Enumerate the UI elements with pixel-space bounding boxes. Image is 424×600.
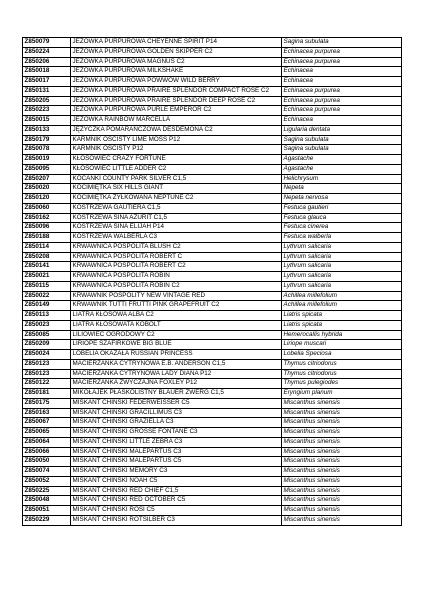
product-code-cell: Z850123 <box>23 369 71 379</box>
latin-name-cell: Echinacea purpurea <box>282 47 402 57</box>
product-name-cell: KŁOSOWIEC CRAZY FORTUNE <box>71 155 282 165</box>
product-name-cell: MISKANT CHIŃSKI GRACILLIMUS C3 <box>71 408 282 418</box>
table-row <box>23 437 402 447</box>
product-code-cell: Z850188 <box>23 233 71 243</box>
product-code-cell: Z850078 <box>23 145 71 155</box>
product-name-cell: KARMNIK OŚCISTY P12 <box>71 145 282 155</box>
product-code-cell: Z850065 <box>23 428 71 438</box>
product-name-cell: KRWAWNICA POSPOLITA ROBERT C2 <box>71 262 282 272</box>
product-code-cell: Z850115 <box>23 281 71 291</box>
product-code-cell: Z850224 <box>23 47 71 57</box>
product-name-cell: LIRIOPE SZAFIRKOWE BIG BLUE <box>71 340 282 350</box>
table-row <box>23 57 402 67</box>
table-row <box>23 369 402 379</box>
table-row <box>23 291 402 301</box>
product-name-cell: JEŻÓWKA PURPUROWA GOLDEN SKIPPER C2 <box>71 47 282 57</box>
product-name-cell: KRWAWNICA POSPOLITA BLUSH C2 <box>71 242 282 252</box>
product-name-cell: MISKANT CHIŃSKI RED CHIEF C1,5 <box>71 486 282 496</box>
latin-name-cell: Lythrum salicaria <box>282 252 402 262</box>
table-row <box>23 262 402 272</box>
product-code-cell: Z850181 <box>23 389 71 399</box>
product-name-cell: KRWAWNIK TUTTI FRUTTI PINK GRAPEFRUIT C2 <box>71 301 282 311</box>
product-name-cell: KRWAWNICA POSPOLITA ROBERT C <box>71 252 282 262</box>
product-name-cell: MISKANT CHIŃSKI NOAH C5 <box>71 476 282 486</box>
product-code-cell: Z850208 <box>23 252 71 262</box>
latin-name-cell: Thymus citriodorus <box>282 359 402 369</box>
latin-name-cell: Echinacea purpurea <box>282 106 402 116</box>
product-code-cell: Z850066 <box>23 447 71 457</box>
table-row <box>23 408 402 418</box>
latin-name-cell: Sagina subulata <box>282 135 402 145</box>
table-row <box>23 398 402 408</box>
latin-name-cell: Thymus pulegiodes <box>282 379 402 389</box>
table-row <box>23 203 402 213</box>
product-name-cell: MISKANT CHIŃSKI GRAZIELLA C3 <box>71 418 282 428</box>
table-row <box>23 389 402 399</box>
table-row <box>23 301 402 311</box>
table-row <box>23 38 402 48</box>
product-name-cell: KOCIMIĘTKA ŻYŁKOWANA NEPTUNE C2 <box>71 194 282 204</box>
latin-name-cell: Lythrum salicaria <box>282 262 402 272</box>
latin-name-cell: Sagina subulata <box>282 38 402 48</box>
product-code-cell: Z850141 <box>23 262 71 272</box>
latin-name-cell: Miscanthus sinensis <box>282 515 402 525</box>
latin-name-cell: Miscanthus sinensis <box>282 437 402 447</box>
latin-name-cell: Agastache <box>282 164 402 174</box>
product-name-cell: KOSTRZEWA GAUTIERA C1,5 <box>71 203 282 213</box>
product-code-cell: Z850024 <box>23 350 71 360</box>
product-name-cell: JEŻÓWKA PURPUROWA CHEYENNE SPIRIT P14 <box>71 38 282 48</box>
latin-name-cell: Echinacea <box>282 67 402 77</box>
latin-name-cell: Echinacea <box>282 116 402 126</box>
table-row <box>23 476 402 486</box>
product-name-cell: KŁOSOWIEC LITTLE ADDER C2 <box>71 164 282 174</box>
product-code-cell: Z850085 <box>23 330 71 340</box>
product-name-cell: MIKOŁAJEK PŁASKOLISTNY BLAUER ZWERG C1,5 <box>71 389 282 399</box>
table-row <box>23 96 402 106</box>
latin-name-cell: Liatris spicata <box>282 320 402 330</box>
latin-name-cell: Miscanthus sinensis <box>282 398 402 408</box>
latin-name-cell: Echinacea purpurea <box>282 86 402 96</box>
product-code-cell: Z850017 <box>23 77 71 87</box>
latin-name-cell: Sagina subulata <box>282 145 402 155</box>
table-row <box>23 47 402 57</box>
product-code-cell: Z850067 <box>23 418 71 428</box>
product-name-cell: JEŻÓWKA PURPUROWA MAGNUS C2 <box>71 57 282 67</box>
product-name-cell: MISKANT CHIŃSKI RED OCTOBER C5 <box>71 496 282 506</box>
latin-name-cell: Echinacea purpurea <box>282 57 402 67</box>
product-code-cell: Z850123 <box>23 359 71 369</box>
product-code-cell: Z850021 <box>23 272 71 282</box>
table-row <box>23 252 402 262</box>
product-code-cell: Z850052 <box>23 476 71 486</box>
product-name-cell: LIATRA KŁOSOWA ALBA C2 <box>71 311 282 321</box>
table-row <box>23 67 402 77</box>
latin-name-cell: Festuca cinerea <box>282 223 402 233</box>
table-row <box>23 506 402 516</box>
table-row <box>23 194 402 204</box>
product-name-cell: LIATRA KŁOSOWATA KOBOLT <box>71 320 282 330</box>
product-name-cell: MACIERZANKA CYTRYNOWA E.B. ANDERSON C1,5 <box>71 359 282 369</box>
product-name-cell: MISKANT CHIŃSKI ROSI C5 <box>71 506 282 516</box>
product-code-cell: Z850064 <box>23 437 71 447</box>
product-name-cell: JEŻÓWKA PURPUROWA PURLE EMPEROR C2 <box>71 106 282 116</box>
latin-name-cell: Liriope muscari <box>282 340 402 350</box>
table-row <box>23 447 402 457</box>
latin-name-cell: Miscanthus sinensis <box>282 418 402 428</box>
table-row <box>23 311 402 321</box>
table-row <box>23 496 402 506</box>
product-name-cell: MISKANT CHIŃSKI ROTSILBER C3 <box>71 515 282 525</box>
product-code-cell: Z850229 <box>23 515 71 525</box>
product-name-cell: MISKANT CHIŃSKI GROSSE FONTANE C3 <box>71 428 282 438</box>
product-code-cell: Z850207 <box>23 174 71 184</box>
table-row <box>23 174 402 184</box>
product-name-cell: KOSTRZEWA SINA AZURIT C1,5 <box>71 213 282 223</box>
product-code-cell: Z850162 <box>23 213 71 223</box>
product-name-cell: MISKANT CHIŃSKI MALEPARTUS C5 <box>71 457 282 467</box>
table-row <box>23 340 402 350</box>
table-row <box>23 281 402 291</box>
product-code-cell: Z850018 <box>23 67 71 77</box>
product-code-cell: Z850122 <box>23 379 71 389</box>
latin-name-cell: Miscanthus sinensis <box>282 506 402 516</box>
product-code-cell: Z850023 <box>23 320 71 330</box>
table-row <box>23 77 402 87</box>
product-code-cell: Z850175 <box>23 398 71 408</box>
product-code-cell: Z850179 <box>23 135 71 145</box>
product-code-cell: Z850079 <box>23 38 71 48</box>
table-row <box>23 428 402 438</box>
latin-name-cell: Lythrum salicaria <box>282 242 402 252</box>
product-code-cell: Z850020 <box>23 184 71 194</box>
product-code-cell: Z850206 <box>23 57 71 67</box>
table-row <box>23 418 402 428</box>
latin-name-cell: Festuca walberla <box>282 233 402 243</box>
product-code-cell: Z850051 <box>23 506 71 516</box>
table-row <box>23 379 402 389</box>
table-row <box>23 106 402 116</box>
product-name-cell: KOSTRZEWA WALBERLA C3 <box>71 233 282 243</box>
product-code-cell: Z850131 <box>23 86 71 96</box>
latin-name-cell: Miscanthus sinensis <box>282 408 402 418</box>
latin-name-cell: Liatris spicata <box>282 311 402 321</box>
latin-name-cell: Nepeta nervosa <box>282 194 402 204</box>
table-row <box>23 515 402 525</box>
latin-name-cell: Festuca glauca <box>282 213 402 223</box>
table-row <box>23 164 402 174</box>
table-row <box>23 233 402 243</box>
latin-name-cell: Lobelia Speciosa <box>282 350 402 360</box>
product-name-cell: KRWAWNICA POSPOLITA ROBIN <box>71 272 282 282</box>
product-name-cell: MISKANT CHIŃSKI MEMORY C3 <box>71 467 282 477</box>
table-row <box>23 486 402 496</box>
product-code-cell: Z850019 <box>23 155 71 165</box>
table-row <box>23 213 402 223</box>
product-code-cell: Z850074 <box>23 467 71 477</box>
product-code-cell: Z850133 <box>23 125 71 135</box>
latin-name-cell: Achillea millefolium <box>282 291 402 301</box>
table-row <box>23 272 402 282</box>
product-name-cell: JEŻÓWKA PURPUROWA MILKSHAKE <box>71 67 282 77</box>
latin-name-cell: Lythrum salicaria <box>282 281 402 291</box>
latin-name-cell: Ligularia dentata <box>282 125 402 135</box>
latin-name-cell: Lythrum salicaria <box>282 272 402 282</box>
latin-name-cell: Echinacea <box>282 77 402 87</box>
product-name-cell: JEŻÓWKA PURPUROWA PRAIRE SPLENDOR COMPACT ROSE C2 <box>71 86 282 96</box>
latin-name-cell: Festuca gautieri <box>282 203 402 213</box>
plant-table <box>22 37 402 526</box>
latin-name-cell: Miscanthus sinensis <box>282 457 402 467</box>
product-code-cell: Z850095 <box>23 164 71 174</box>
latin-name-cell: Miscanthus sinensis <box>282 476 402 486</box>
product-name-cell: JEŻÓWKA PURPUROWA POWWOW WILD BERRY <box>71 77 282 87</box>
product-name-cell: JEŻÓWKA RAINBOW MARCELLA <box>71 116 282 126</box>
latin-name-cell: Helichrysum <box>282 174 402 184</box>
table-row <box>23 242 402 252</box>
product-name-cell: KARMNIK OŚCISTY LIME MOSS P12 <box>71 135 282 145</box>
product-code-cell: Z850225 <box>23 486 71 496</box>
latin-name-cell: Agastache <box>282 155 402 165</box>
plant-table-body <box>23 38 402 526</box>
product-name-cell: MISKANT CHIŃSKI MALEPARTUS C3 <box>71 447 282 457</box>
table-row <box>23 86 402 96</box>
product-name-cell: MACIERZANKA CYTRYNOWA LADY DIANA P12 <box>71 369 282 379</box>
document-page <box>22 37 402 526</box>
product-code-cell: Z850113 <box>23 311 71 321</box>
product-name-cell: JEŻÓWKA PURPUROWA PRAIRE SPLENDOR DEEP ROSE C2 <box>71 96 282 106</box>
latin-name-cell: Eryngium planum <box>282 389 402 399</box>
table-row <box>23 125 402 135</box>
product-code-cell: Z850120 <box>23 194 71 204</box>
product-name-cell: MACIERZANKA ZWYCZAJNA FOXLEY P12 <box>71 379 282 389</box>
table-row <box>23 155 402 165</box>
table-row <box>23 457 402 467</box>
table-row <box>23 116 402 126</box>
product-code-cell: Z850163 <box>23 408 71 418</box>
product-code-cell: Z850205 <box>23 96 71 106</box>
product-name-cell: LILIOWIEC OGRODOWY C2 <box>71 330 282 340</box>
product-code-cell: Z850060 <box>23 203 71 213</box>
table-row <box>23 359 402 369</box>
latin-name-cell: Miscanthus sinensis <box>282 486 402 496</box>
product-name-cell: KOCIMIĘTKA SIX HILLS GIANT <box>71 184 282 194</box>
latin-name-cell: Miscanthus sinensis <box>282 467 402 477</box>
latin-name-cell: Hemerocallis hybrida <box>282 330 402 340</box>
table-row <box>23 184 402 194</box>
table-row <box>23 320 402 330</box>
product-name-cell: KOCANKI COUNTY PARK SILVER C1,5 <box>71 174 282 184</box>
table-row <box>23 145 402 155</box>
latin-name-cell: Echinacea purpurea <box>282 96 402 106</box>
table-row <box>23 135 402 145</box>
latin-name-cell: Miscanthus sinensis <box>282 428 402 438</box>
latin-name-cell: Miscanthus sinensis <box>282 496 402 506</box>
product-code-cell: Z850022 <box>23 291 71 301</box>
product-code-cell: Z850149 <box>23 301 71 311</box>
product-name-cell: MISKANT CHIŃSKI LITTLE ZEBRA C3 <box>71 437 282 447</box>
latin-name-cell: Nepeta <box>282 184 402 194</box>
product-code-cell: Z850050 <box>23 457 71 467</box>
product-name-cell: JĘZYCZKA POMARAŃCZOWA DESDEMONA C2 <box>71 125 282 135</box>
product-code-cell: Z850015 <box>23 116 71 126</box>
product-code-cell: Z850048 <box>23 496 71 506</box>
table-row <box>23 223 402 233</box>
table-row <box>23 467 402 477</box>
product-code-cell: Z850114 <box>23 242 71 252</box>
latin-name-cell: Achillea millefolium <box>282 301 402 311</box>
product-name-cell: KRWAWNIK POSPOLITY NEW VINTAGE RED <box>71 291 282 301</box>
product-name-cell: KOSTRZEWA SINA ELIJAH P14 <box>71 223 282 233</box>
product-name-cell: LOBELIA OKAZAŁA RUSSIAN PRINCESS <box>71 350 282 360</box>
product-name-cell: MISKANT CHIŃSKI FEDERWEISSER C5 <box>71 398 282 408</box>
product-name-cell: KRWAWNICA POSPOLITA ROBIN C2 <box>71 281 282 291</box>
product-code-cell: Z850209 <box>23 340 71 350</box>
product-code-cell: Z850223 <box>23 106 71 116</box>
table-row <box>23 330 402 340</box>
latin-name-cell: Miscanthus sinensis <box>282 447 402 457</box>
table-row <box>23 350 402 360</box>
product-code-cell: Z850096 <box>23 223 71 233</box>
latin-name-cell: Thymus citriodorus <box>282 369 402 379</box>
